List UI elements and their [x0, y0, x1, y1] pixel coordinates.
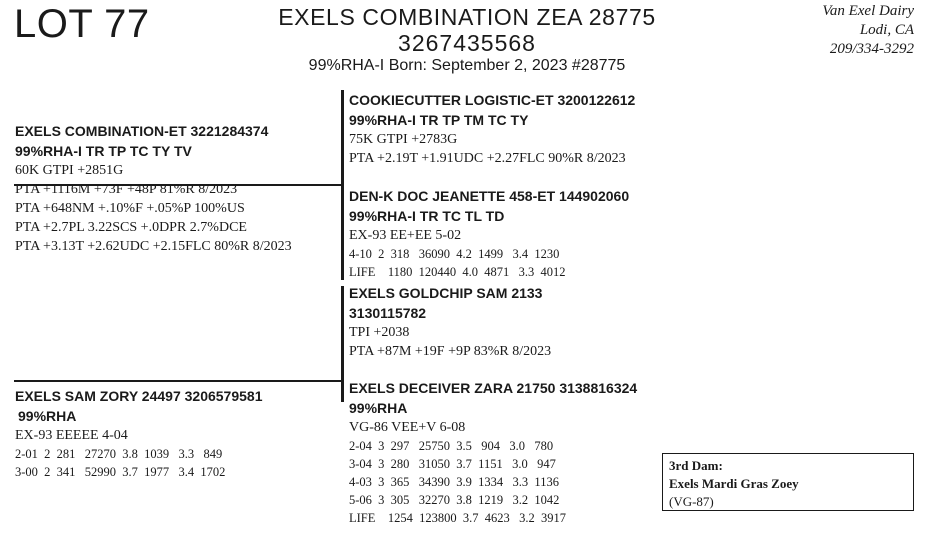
dam-dam-name: EXELS DECEIVER ZARA 21750 3138816324 [349, 380, 638, 396]
dam-sire-registration: 3130115782 [349, 305, 427, 321]
third-dam-name: Exels Mardi Gras Zoey [669, 476, 799, 491]
third-dam-classification: (VG-87) [669, 494, 714, 509]
animal-name: EXELS COMBINATION ZEA 28775 [278, 4, 656, 30]
dam-block [15, 386, 262, 481]
sire-dam-record-row: LIFE 1180 120440 4.0 4871 3.3 4012 [349, 265, 566, 279]
sire-dam-block [349, 186, 629, 281]
sire-line: PTA +2.7PL 3.22SCS +.0DPR 2.7%DCE [15, 220, 247, 235]
dam-dam-record-row: LIFE 1254 123800 3.7 4623 3.2 3917 [349, 511, 567, 525]
pedigree-bracket-dam [341, 286, 344, 402]
dam-sire-line: PTA +87M +19F +9P 83%R 8/2023 [349, 344, 552, 359]
sire-sire-block [349, 90, 635, 168]
sire-dam-codes: 99%RHA-I TR TC TL TD [349, 208, 505, 224]
third-dam-label: 3rd Dam: [669, 458, 723, 473]
dam-dam-record-row: 4-03 3 365 34390 3.9 1334 3.3 1136 [349, 475, 559, 489]
dam-sire-name: EXELS GOLDCHIP SAM 2133 [349, 285, 543, 301]
sire-line: 60K GTPI +2851G [15, 163, 124, 178]
sire-sire-codes: 99%RHA-I TR TP TM TC TY [349, 112, 529, 128]
dam-dam-record-row: 3-04 3 280 31050 3.7 1151 3.0 947 [349, 457, 556, 471]
dam-classification: EX-93 EEEEE 4-04 [15, 428, 128, 443]
sire-sire-line: 75K GTPI +2783G [349, 132, 458, 147]
dam-dam-classification: VG-86 VEE+V 6-08 [349, 420, 466, 435]
dam-record-row: 3-00 2 341 52990 3.7 1977 3.4 1702 [15, 465, 226, 479]
dam-sire-block [349, 283, 551, 361]
dam-name: EXELS SAM ZORY 24497 3206579581 [15, 388, 263, 404]
sire-dam-name: DEN-K DOC JEANETTE 458-ET 144902060 [349, 188, 630, 204]
lot-number: LOT 77 [14, 2, 150, 46]
dam-record-row: 2-01 2 281 27270 3.8 1039 3.3 849 [15, 447, 223, 461]
sire-dam-record-row: 4-10 2 318 36090 4.2 1499 3.4 1230 [349, 247, 560, 261]
sire-line: PTA +648NM +.10%F +.05%P 100%US [15, 201, 245, 216]
animal-info: 99%RHA-I Born: September 2, 2023 #28775 [308, 57, 626, 74]
dam-dam-record-row: 5-06 3 305 32270 3.8 1219 3.2 1042 [349, 493, 560, 507]
breeder-city: Lodi, CA [859, 22, 914, 38]
dam-dam-block [349, 378, 637, 527]
sire-codes: 99%RHA-I TR TP TC TY TV [15, 143, 192, 159]
dam-dam-record-row: 2-04 3 297 25750 3.5 904 3.0 780 [349, 439, 554, 453]
breeder-name: Van Exel Dairy [822, 3, 914, 19]
dam-sire-line: TPI +2038 [349, 325, 410, 340]
sire-name: EXELS COMBINATION-ET 3221284374 [15, 123, 269, 139]
sire-line: PTA +3.13T +2.62UDC +2.15FLC 80%R 8/2023 [15, 239, 292, 254]
animal-registration: 3267435568 [398, 30, 536, 56]
dam-connector-line [14, 380, 343, 382]
dam-codes: 99%RHA [18, 408, 77, 424]
sire-dam-classification: EX-93 EE+EE 5-02 [349, 228, 462, 243]
breeder-block [822, 2, 914, 59]
sire-sire-name: COOKIECUTTER LOGISTIC-ET 3200122612 [349, 92, 636, 108]
sire-sire-line: PTA +2.19T +1.91UDC +2.27FLC 90%R 8/2023 [349, 151, 626, 166]
dam-dam-codes: 99%RHA [349, 400, 408, 416]
sire-block [15, 121, 292, 256]
third-dam-box [662, 453, 914, 511]
breeder-phone: 209/334-3292 [829, 41, 914, 57]
sire-line: PTA +1116M +73F +48P 81%R 8/2023 [15, 182, 238, 197]
